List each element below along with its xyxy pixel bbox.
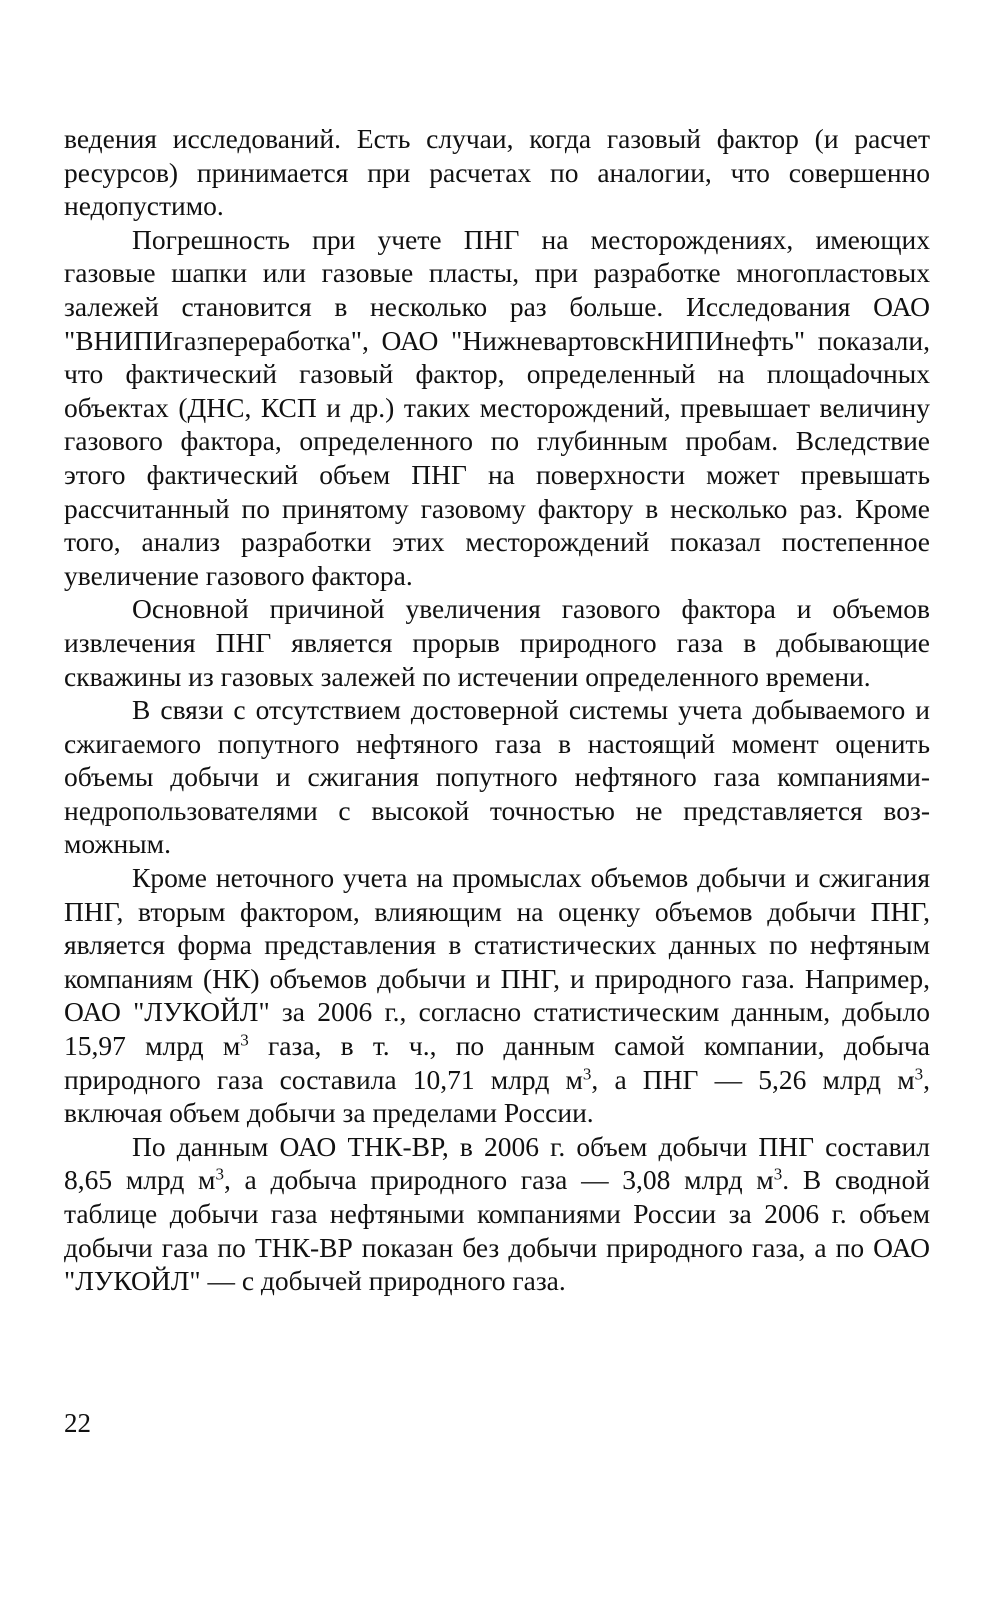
paragraph bbox=[64, 223, 930, 593]
page-number: 22 bbox=[64, 1408, 91, 1438]
body-text bbox=[64, 122, 930, 1298]
text-run: , включая объем добычи за пределами России. bbox=[64, 1063, 930, 1129]
superscript: 3 bbox=[215, 1165, 224, 1185]
text-run: газа, в т. ч., по данным самой компании, добыча природного газа составила 10,71 млрд м bbox=[64, 1030, 930, 1095]
text-run: . В сводной таблице добычи газа нефтяными компаниями России за 2006 г. объем добычи газа по ТНК-ВР показан без добычи природного газа, а по ОАО "ЛУКОЙЛ" — с добычей природного газа. bbox=[64, 1164, 930, 1297]
superscript: 3 bbox=[582, 1064, 592, 1084]
paragraph bbox=[64, 1130, 930, 1298]
superscript: 3 bbox=[914, 1064, 924, 1084]
text-run: В связи с отсутствием достоверной системы учета добываемого и сжигаемого попутного нефтяного газа в настоящий момент оценить объемы добычи и сжигания попутного нефтяного газа компаниями-недропользователями с высокой точностью не представляется возможным. bbox=[64, 694, 930, 860]
text-run: , а добыча природного газа — 3,08 млрд м bbox=[223, 1164, 774, 1196]
text-run: Основной причиной увеличения газового фактора и объемов извлечения ПНГ является прорыв природного газа в добывающие скважины из газовых залежей по истечении определенного времени. bbox=[64, 593, 930, 692]
text-run: Погрешность при учете ПНГ на месторождениях, имеющих газовые шапки или газовые пласты, при разработке многопластовых залежей становится в несколько раз больше. Исследования ОАО "ВНИПИгазпереработка", ОАО "НижневартовскНИПИнефть" показали, что фактический газовый фактор, определенный на площаdочных объектах (ДНС, КСП и др.) таких месторождений, превышает величину газового фактора, определенного по глубинным пробам. Вследствие этого фактический объем ПНГ на поверхности может превышать рассчитанный по принятому газовому фактору в несколько раз. Кроме того, анализ разработки этих месторождений показал постепенное увеличение газового фактора. bbox=[64, 223, 930, 591]
text-run: , а ПНГ — 5,26 млрд м bbox=[591, 1063, 915, 1095]
text-run: По данным ОАО ТНК-ВР, в 2006 г. объем добычи ПНГ составил 8,65 млрд м bbox=[64, 1130, 930, 1196]
paragraph bbox=[64, 122, 930, 223]
paragraph bbox=[64, 861, 930, 1130]
superscript: 3 bbox=[773, 1165, 783, 1185]
paragraph bbox=[64, 693, 930, 861]
paragraph bbox=[64, 592, 930, 693]
text-run: Кроме неточного учета на промыслах объемов добычи и сжигания ПНГ, вторым фактором, влияющим на оценку объемов добычи ПНГ, является форма представления в статистических данных по нефтяным компаниям (НК) объемов добычи и ПНГ, и природного газа. Например, ОАО "ЛУКОЙЛ" за 2006 г., согласно статистическим данным, добыло 15,97 млрд м bbox=[64, 862, 930, 1062]
text-run: ведения исследований. Есть случаи, когда газовый фактор (и расчет ресурсов) принимается при расчетах по аналогии, что совершенно недопустимо. bbox=[64, 123, 930, 222]
superscript: 3 bbox=[240, 1030, 249, 1050]
